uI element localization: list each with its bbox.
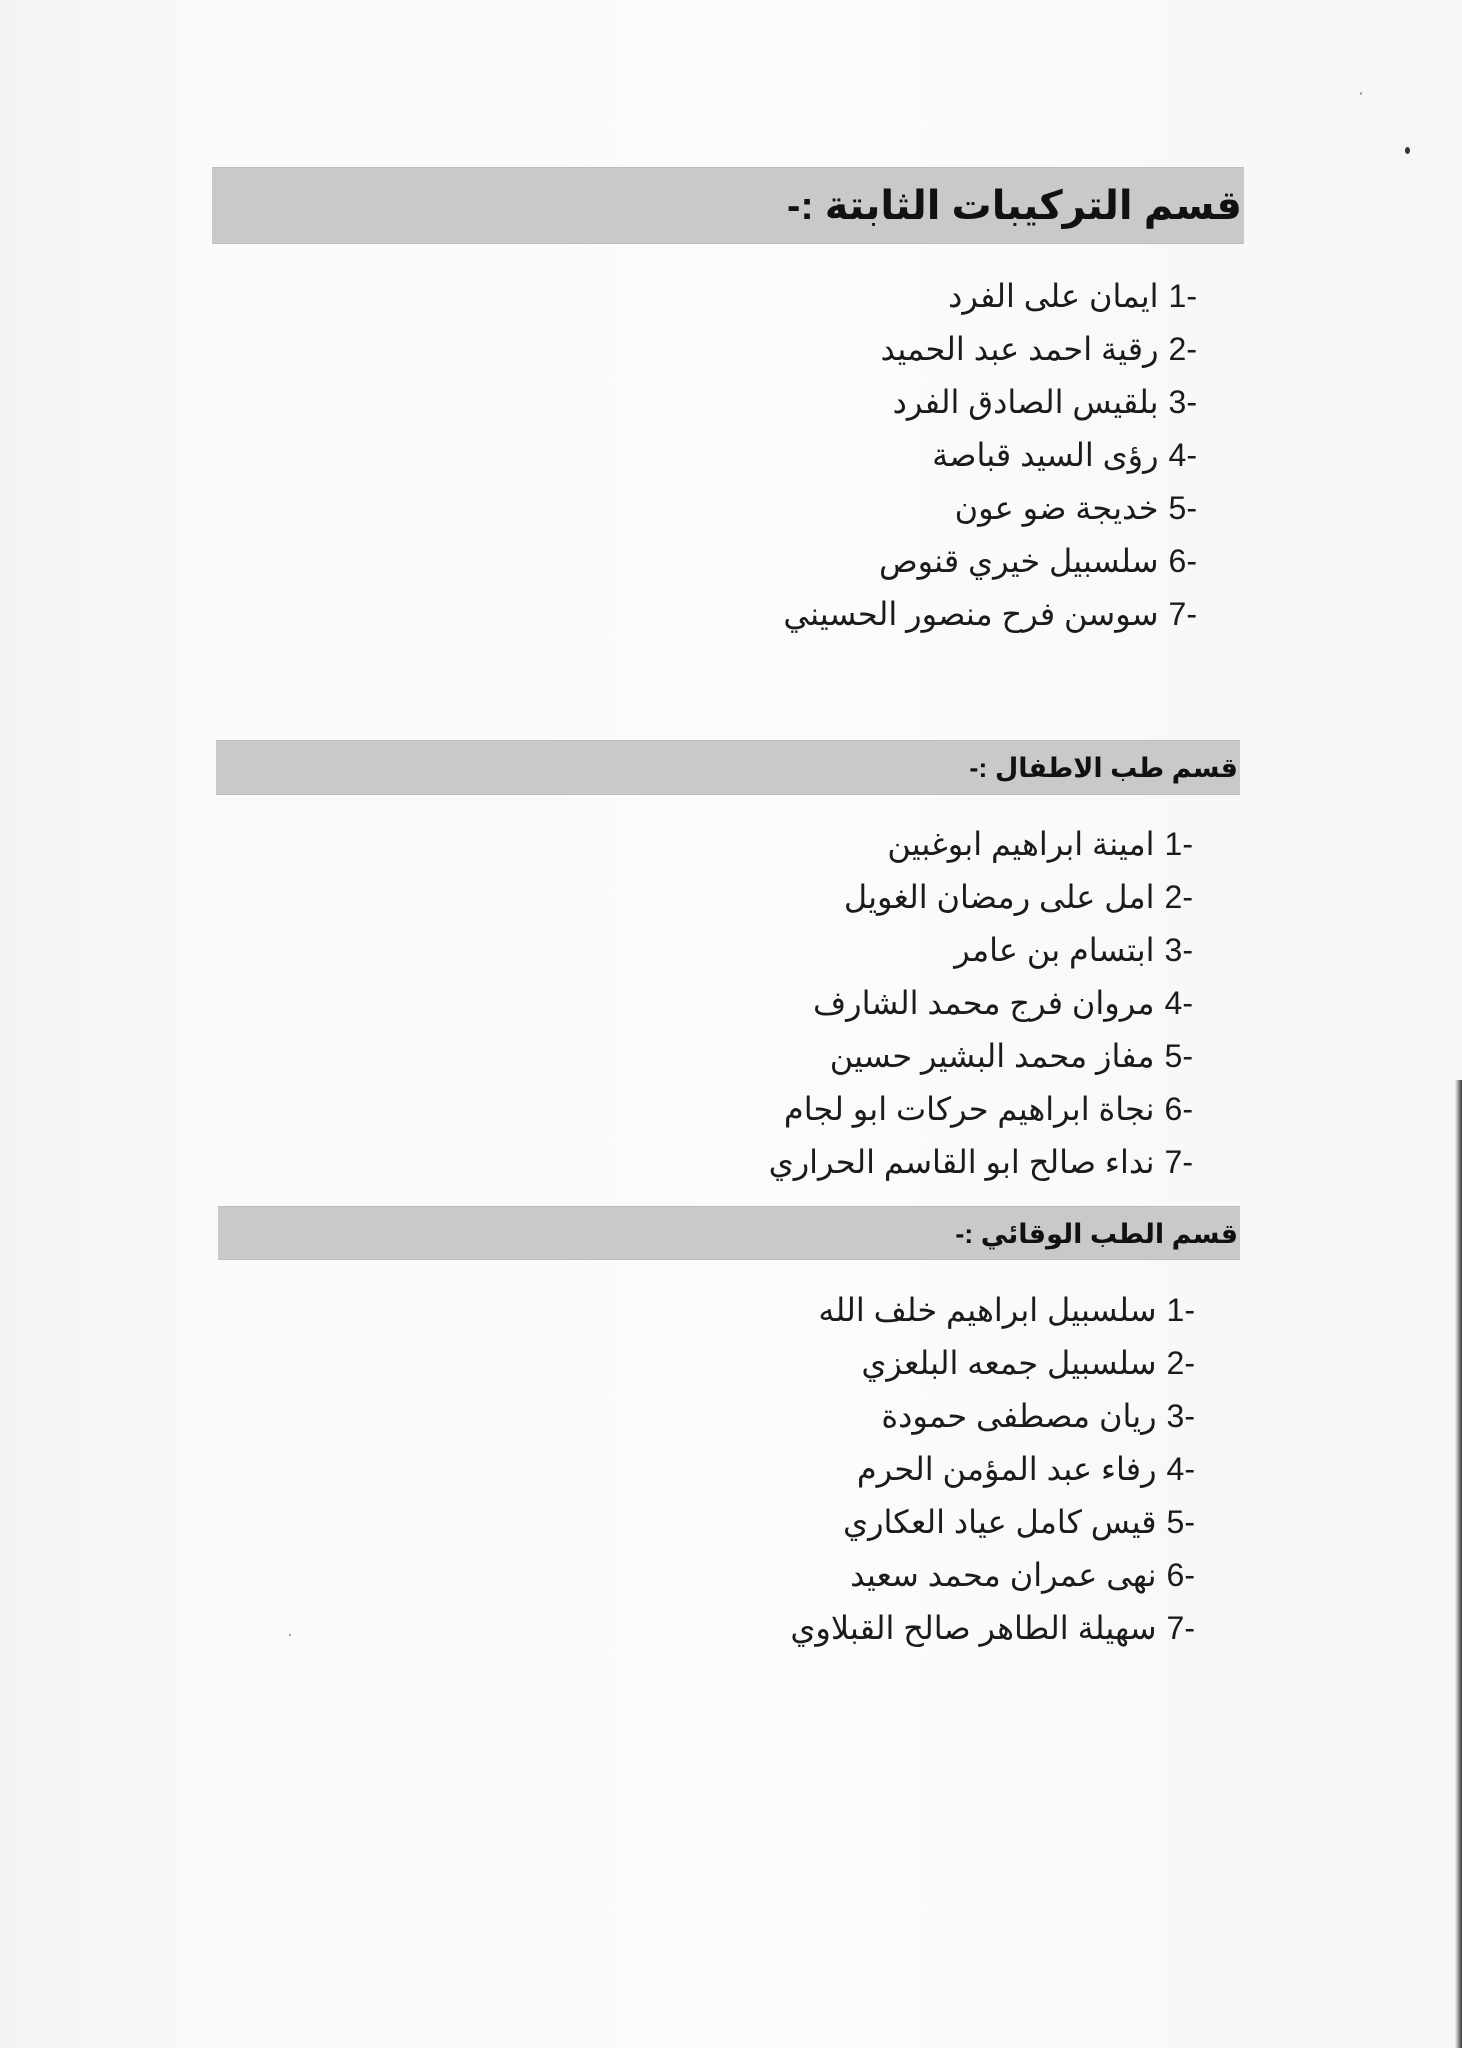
item-number: 7- (1168, 596, 1197, 632)
paper-speck (1360, 92, 1362, 95)
item-name: ريان مصطفى حمودة (881, 1398, 1157, 1434)
list-item (218, 1390, 1195, 1443)
item-number: 5- (1166, 1504, 1195, 1540)
item-name: سلسبيل جمعه البلعزي (861, 1345, 1157, 1381)
section-header: قسم الطب الوقائي :- (218, 1206, 1240, 1260)
list-item (218, 1284, 1195, 1337)
list-item (212, 270, 1197, 323)
item-number: 3- (1164, 932, 1193, 968)
item-name: نداء صالح ابو القاسم الحراري (768, 1144, 1155, 1180)
item-number: 1- (1164, 826, 1193, 862)
list-item (216, 977, 1193, 1030)
item-number: 5- (1164, 1038, 1193, 1074)
section-fixed-prosthodontics (212, 167, 1244, 641)
paper-speck (1405, 147, 1410, 154)
item-number: 6- (1166, 1557, 1195, 1593)
list-item (212, 323, 1197, 376)
list-item (218, 1496, 1195, 1549)
item-number: 5- (1168, 490, 1197, 526)
item-number: 2- (1164, 879, 1193, 915)
item-number: 6- (1168, 543, 1197, 579)
section-header: قسم التركيبات الثابتة :- (212, 167, 1244, 244)
item-number: 6- (1164, 1091, 1193, 1127)
list-item (218, 1443, 1195, 1496)
item-number: 4- (1168, 437, 1197, 473)
list-item (212, 376, 1197, 429)
list-item (212, 535, 1197, 588)
item-number: 2- (1166, 1345, 1195, 1381)
item-name: امينة ابراهيم ابوغبين (887, 826, 1155, 862)
item-name: مروان فرج محمد الشارف (812, 985, 1155, 1021)
list-item (212, 482, 1197, 535)
item-number: 1- (1168, 278, 1197, 314)
item-name: نجاة ابراهيم حركات ابو لجام (783, 1091, 1155, 1127)
item-name: سلسبيل خيري قنوص (878, 543, 1159, 579)
item-name: بلقيس الصادق الفرد (892, 384, 1159, 420)
list-item (216, 1030, 1193, 1083)
list-item (218, 1602, 1195, 1655)
section-pediatrics (216, 740, 1240, 1189)
item-name: رؤى السيد قباصة (932, 437, 1159, 473)
item-number: 4- (1166, 1451, 1195, 1487)
item-name: رقية احمد عبد الحميد (880, 331, 1159, 367)
page-edge-shadow (1455, 1080, 1462, 2048)
section-preventive-medicine (218, 1206, 1240, 1655)
item-name: قيس كامل عياد العكاري (843, 1504, 1157, 1540)
item-name: خديجة ضو عون (954, 490, 1159, 526)
list-item (216, 1136, 1193, 1189)
list-item (216, 818, 1193, 871)
list-item (218, 1549, 1195, 1602)
item-number: 3- (1166, 1398, 1195, 1434)
item-name: رفاء عبد المؤمن الحرم (856, 1451, 1157, 1487)
item-name: سوسن فرح منصور الحسيني (783, 596, 1159, 632)
item-number: 3- (1168, 384, 1197, 420)
section-header: قسم طب الاطفال :- (216, 740, 1240, 795)
list-item (212, 429, 1197, 482)
item-number: 4- (1164, 985, 1193, 1021)
list-item (218, 1337, 1195, 1390)
item-name: نهى عمران محمد سعيد (850, 1557, 1157, 1593)
item-name: سلسبيل ابراهيم خلف الله (818, 1292, 1157, 1328)
name-list (212, 270, 1244, 641)
item-name: ابتسام بن عامر (954, 932, 1155, 968)
list-item (212, 588, 1197, 641)
list-item (216, 871, 1193, 924)
item-name: سهيلة الطاهر صالح القبلاوي (790, 1610, 1157, 1646)
item-number: 7- (1166, 1610, 1195, 1646)
name-list (216, 818, 1240, 1189)
item-number: 1- (1166, 1292, 1195, 1328)
item-number: 7- (1164, 1144, 1193, 1180)
item-name: امل على رمضان الغويل (843, 879, 1155, 915)
list-item (216, 1083, 1193, 1136)
item-name: ايمان على الفرد (948, 278, 1159, 314)
name-list (218, 1284, 1240, 1655)
list-item (216, 924, 1193, 977)
item-name: مفاز محمد البشير حسين (829, 1038, 1155, 1074)
item-number: 2- (1168, 331, 1197, 367)
